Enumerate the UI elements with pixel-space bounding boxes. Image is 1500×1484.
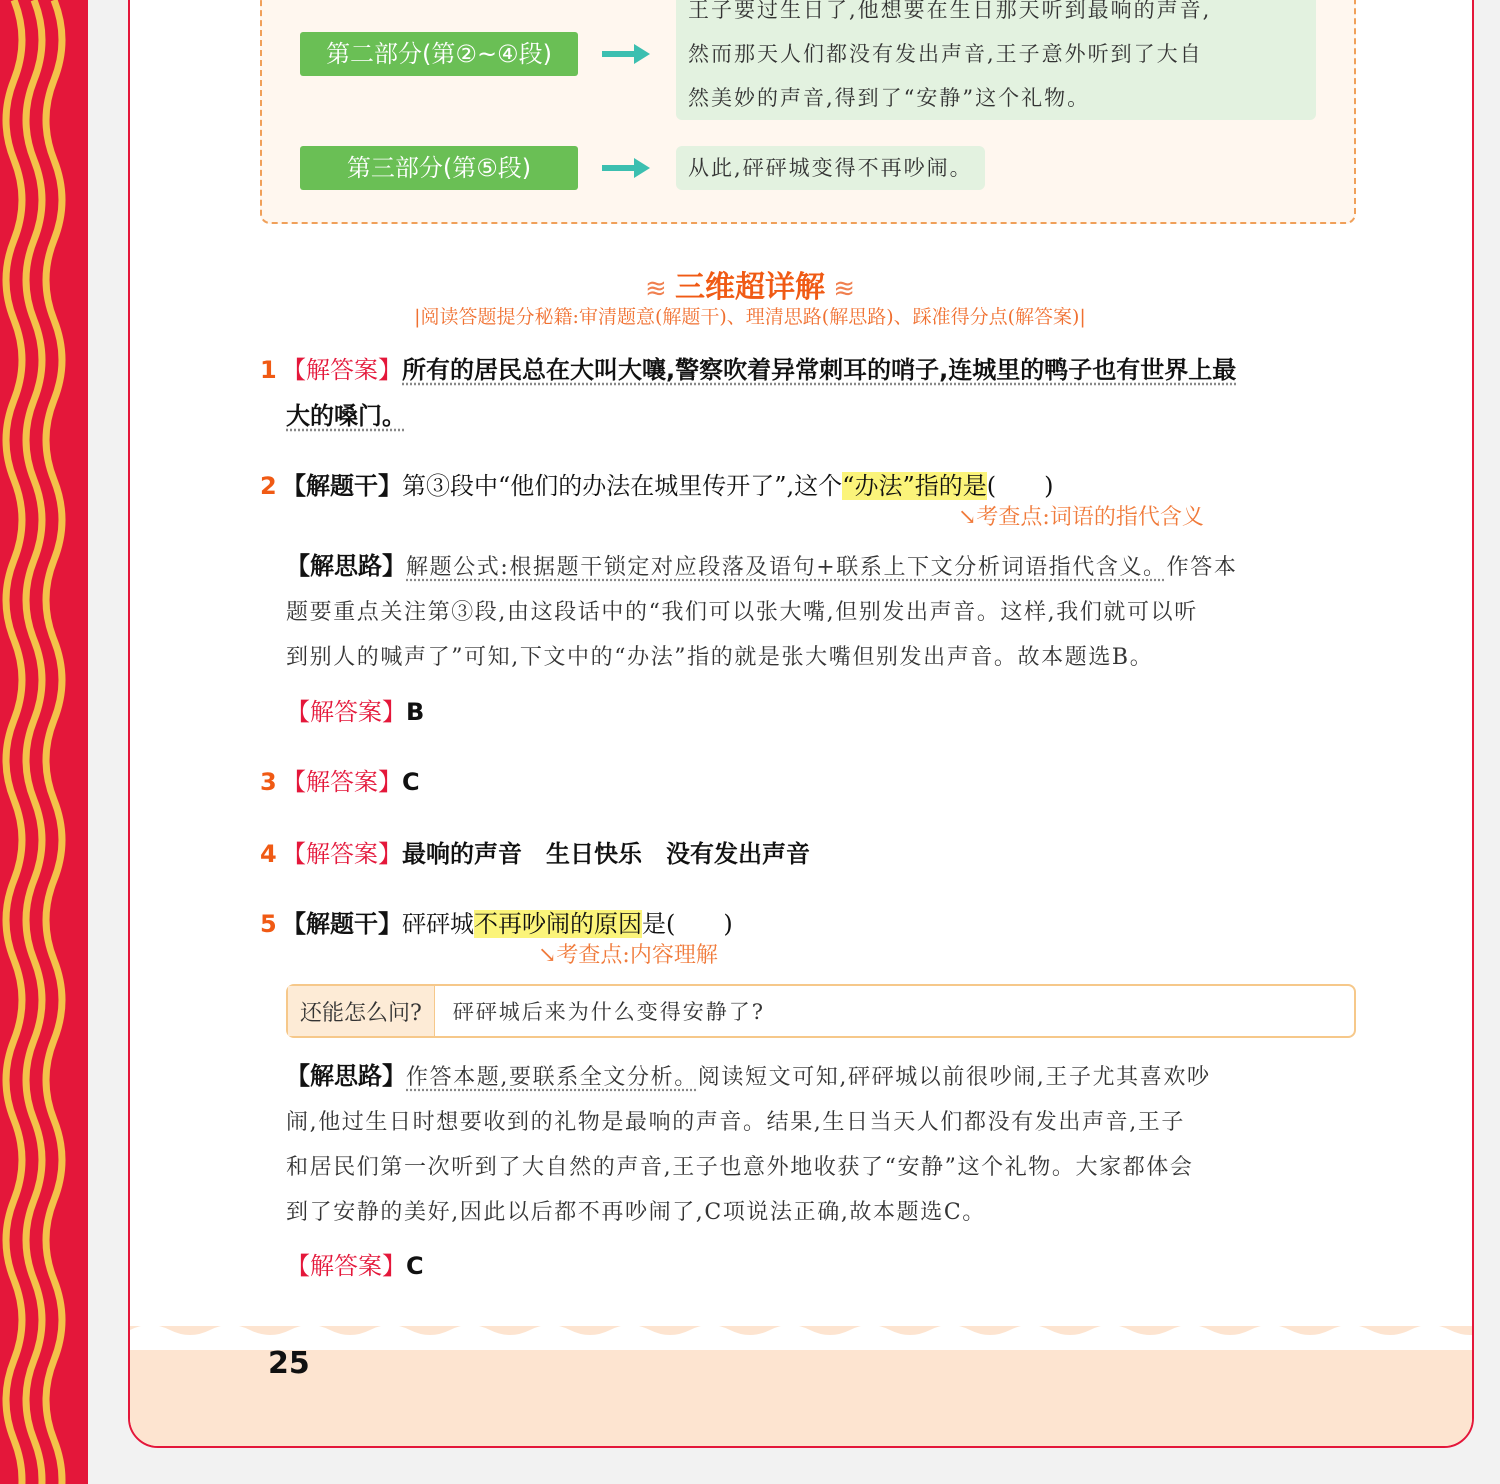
stem-tag: 【解题干】	[282, 910, 402, 938]
answer-tag: 【解答案】	[282, 768, 402, 796]
part2-desc-line: 王子要过生日了,他想要在生日那天听到最响的声音,	[688, 0, 1212, 22]
question-2	[260, 466, 1053, 501]
part3-description: 从此,砰砰城变得不再吵闹。	[676, 146, 985, 190]
question-3	[260, 762, 420, 797]
stem-blank: 是( )	[642, 910, 733, 938]
approach-text: 作答本	[1166, 555, 1238, 580]
section-subtitle: |阅读答题提分秘籍:审清题意(解题干)、理清思路(解思路)、踩准得分点(解答案)|	[414, 306, 1086, 328]
approach-formula: 作答本题,要联系全文分析。	[406, 1065, 698, 1090]
approach-text: 和居民们第一次听到了大自然的声音,王子也意外地收获了“安静”这个礼物。大家都体会	[286, 1155, 1194, 1180]
approach-formula: 解题公式:根据题干锁定对应段落及语句+联系上下文分析词语指代含义。	[406, 555, 1167, 580]
answer-text: 所有的居民总在大叫大嚷,警察吹着异常刺耳的哨子,连城里的鸭子也有世界上最	[402, 356, 1237, 384]
stem-blank: ( )	[986, 472, 1054, 500]
answer-value: C	[406, 1252, 424, 1280]
q2-approach-paragraph	[286, 544, 1356, 680]
decorative-side-strip	[0, 0, 88, 1484]
approach-text: 题要重点关注第③段,由这段话中的“我们可以张大嘴,但别发出声音。这样,我们就可以听	[286, 600, 1198, 625]
also-ask-text: 砰砰城后来为什么变得安静了?	[452, 1000, 766, 1024]
question-number: 4	[260, 840, 277, 868]
stem-highlight: 不再吵闹的原因	[474, 910, 642, 938]
wave-deco-icon: ≋	[825, 274, 856, 304]
q5-approach-paragraph	[286, 1054, 1356, 1235]
q2-answer	[286, 692, 424, 727]
approach-text: 到了安静的美好,因此以后都不再吵闹了,C项说法正确,故本题选C。	[286, 1200, 986, 1225]
answer-value: C	[402, 768, 420, 796]
question-number: 1	[260, 356, 277, 384]
stem-text: 第③段中“他们的办法在城里传开了”,这个	[402, 472, 843, 500]
answer-tag: 【解答案】	[282, 356, 402, 384]
q5-answer	[286, 1246, 424, 1281]
approach-tag: 【解思路】	[286, 1062, 406, 1090]
also-ask-label: 还能怎么问?	[288, 986, 435, 1036]
wavy-ribbon-decoration	[0, 0, 88, 1484]
approach-text: 闹,他过生日时想要收到的礼物是最响的声音。结果,生日当天人们都没有发出声音,王子	[286, 1110, 1185, 1135]
wave-deco-icon: ≋	[644, 274, 675, 304]
answer-tag: 【解答案】	[286, 698, 406, 726]
question-1	[260, 350, 1236, 385]
approach-text: 到别人的喊声了”可知,下文中的“办法”指的就是张大嘴但别发出声音。故本题选B。	[286, 645, 1154, 670]
part2-desc-line: 然美妙的声音,得到了“安静”这个礼物。	[688, 86, 1091, 110]
arrow-right-icon	[602, 44, 650, 64]
answer-tag: 【解答案】	[282, 840, 402, 868]
question-number: 5	[260, 910, 277, 938]
answer-value: 最响的声音 生日快乐 没有发出声音	[402, 840, 810, 868]
part3-label: 第三部分(第⑤段)	[300, 146, 578, 190]
question-4	[260, 834, 810, 869]
answer-value: B	[406, 698, 425, 726]
stem-highlight: “办法”指的是	[842, 472, 987, 500]
also-ask-box	[286, 984, 1356, 1038]
exam-point-note: ↘考查点:词语的指代含义	[958, 505, 1204, 530]
arrow-right-icon	[602, 158, 650, 178]
answer-tag: 【解答案】	[286, 1252, 406, 1280]
part2-label: 第二部分(第②~④段)	[300, 32, 578, 76]
section-title	[0, 262, 1500, 306]
question-5	[260, 904, 733, 939]
exam-point-note: ↘考查点:内容理解	[538, 943, 718, 968]
wave-border-decoration	[130, 1320, 1474, 1350]
approach-tag: 【解思路】	[286, 552, 406, 580]
answer-text-continued: 大的嗓门。	[286, 402, 406, 430]
page-bottom-band	[130, 1326, 1472, 1446]
stem-tag: 【解题干】	[282, 472, 402, 500]
section-title-text: 三维超详解	[675, 270, 825, 305]
stem-text: 砰砰城	[402, 910, 474, 938]
question-number: 3	[260, 768, 277, 796]
part2-description	[676, 0, 1316, 120]
question-number: 2	[260, 472, 277, 500]
part2-desc-line: 然而那天人们都没有发出声音,王子意外听到了大自	[688, 42, 1203, 66]
approach-text: 阅读短文可知,砰砰城以前很吵闹,王子尤其喜欢吵	[697, 1065, 1211, 1090]
page-number: 25	[268, 1346, 310, 1381]
